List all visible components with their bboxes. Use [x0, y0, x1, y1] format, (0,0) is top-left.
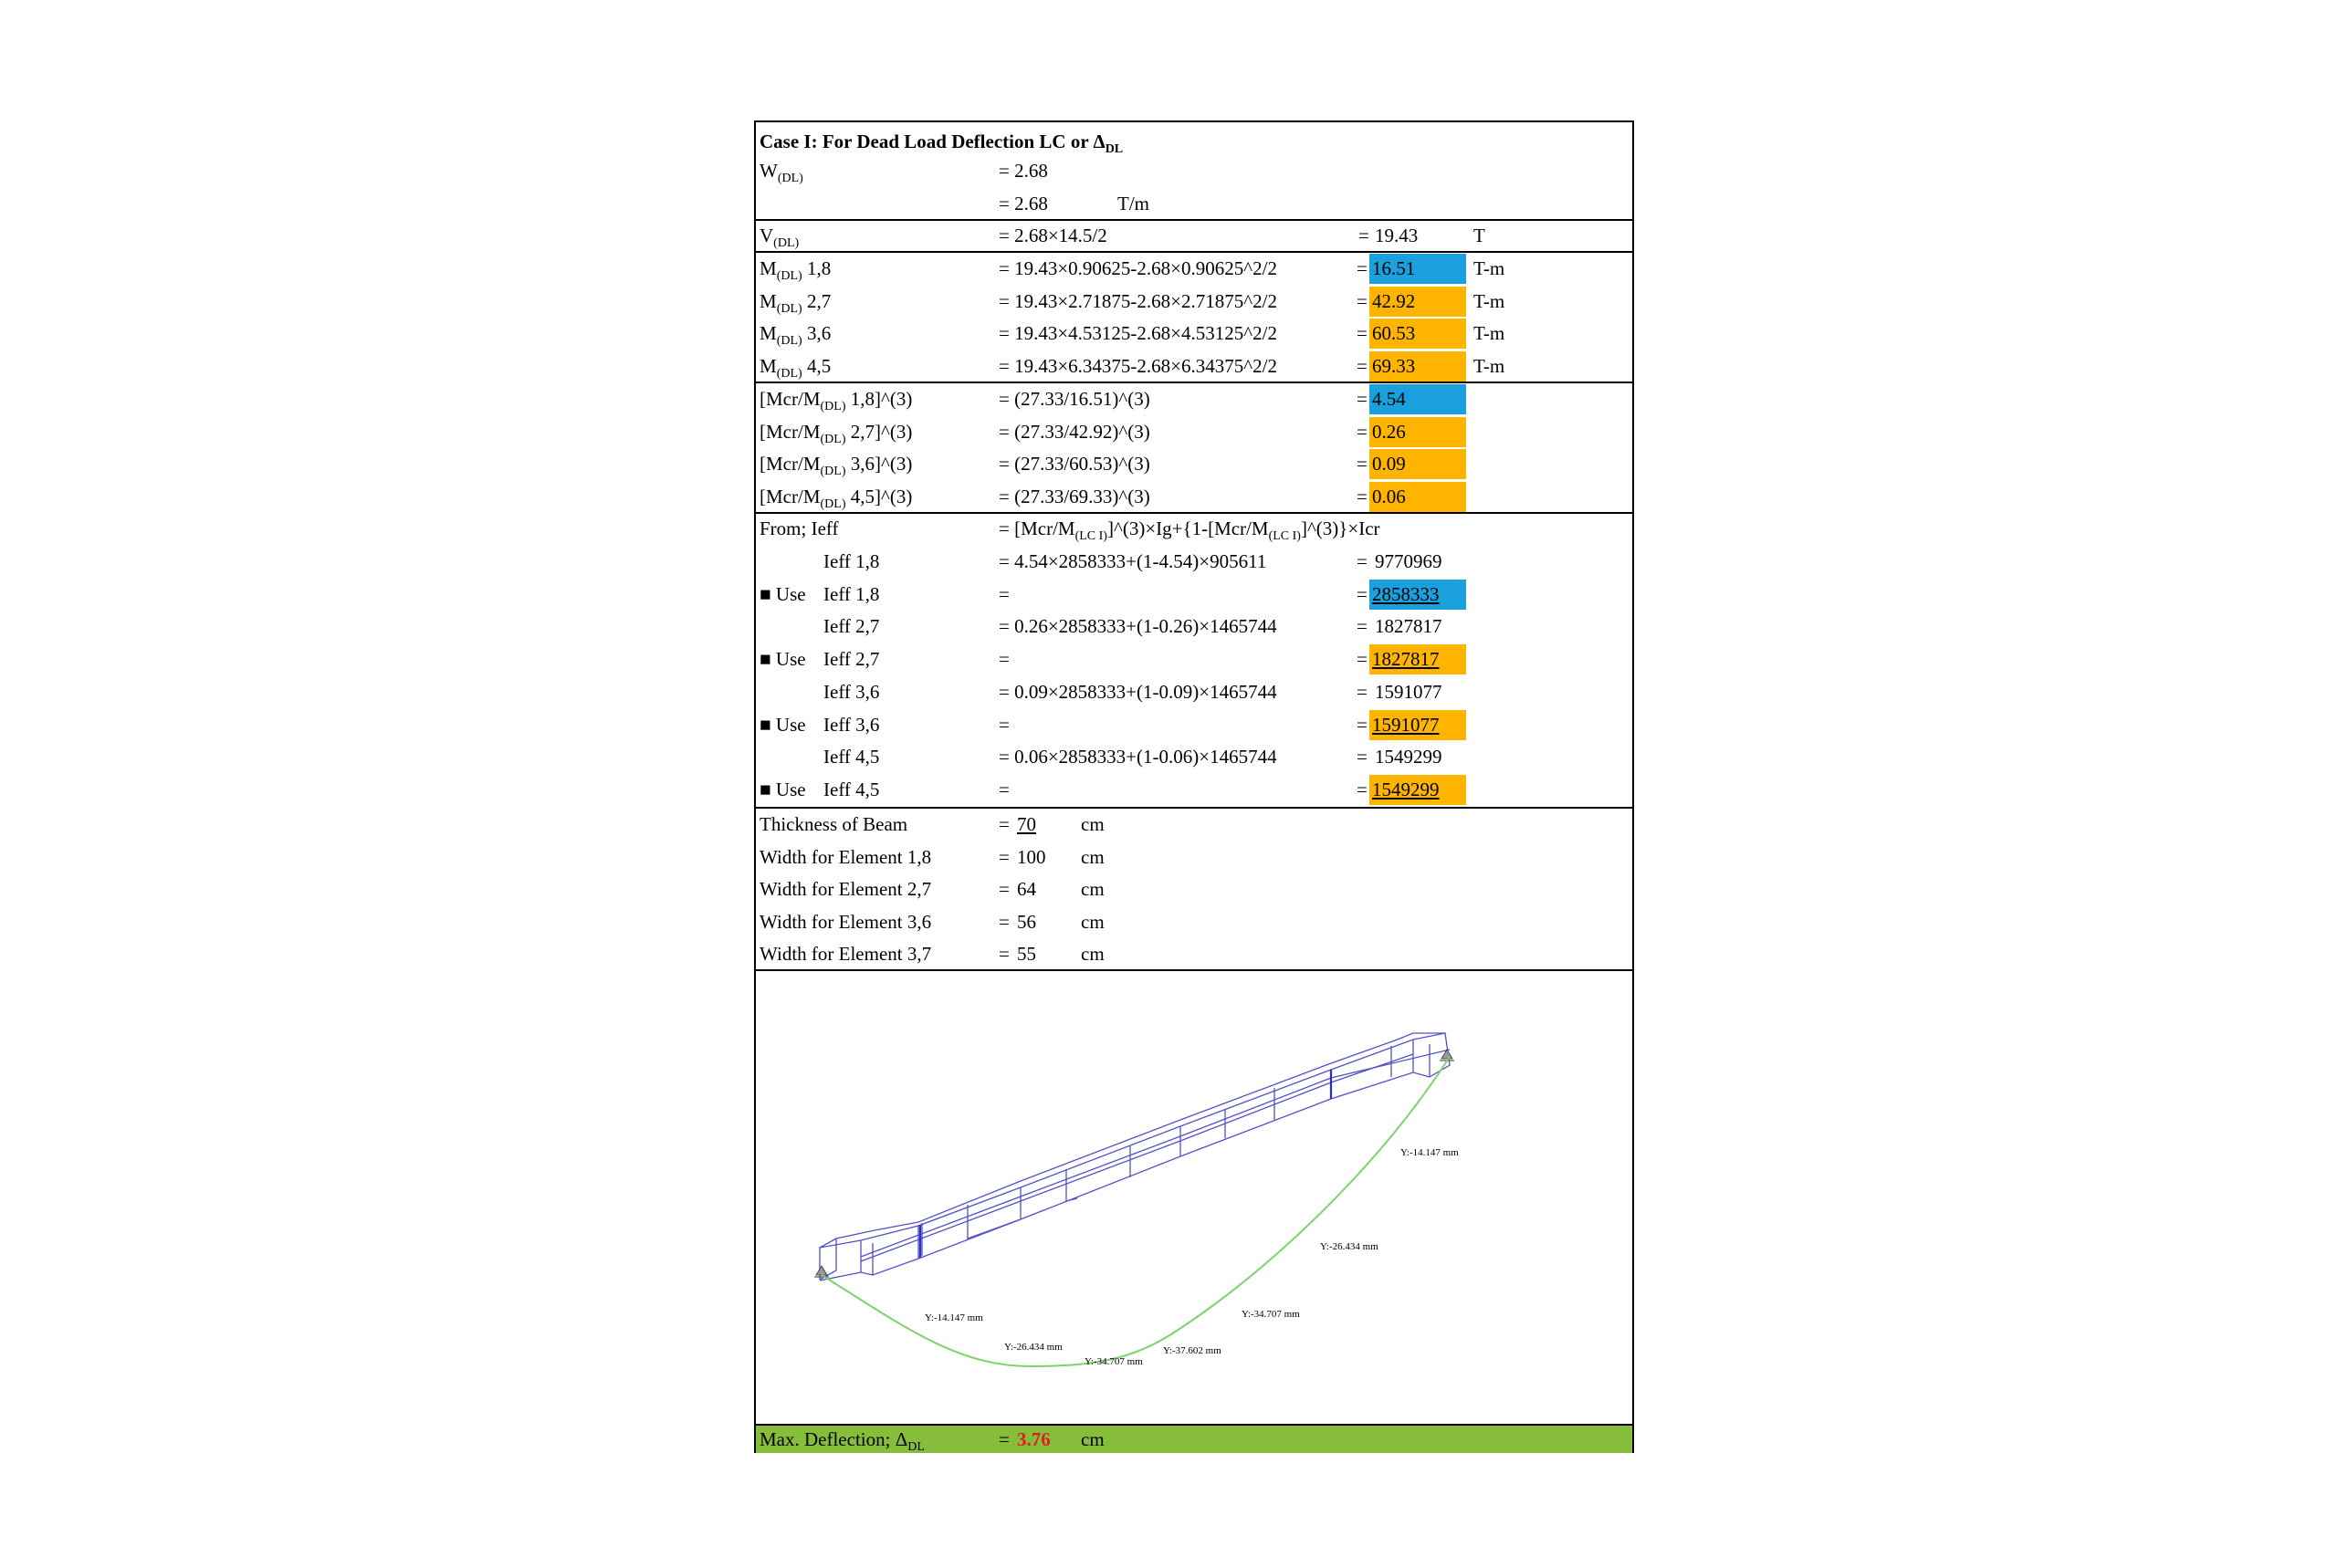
- ratio-label: [Mcr/M: [760, 388, 821, 410]
- section-line-5: [1066, 1169, 1077, 1201]
- ieff-expression: = 0.06×2858333+(1-0.06)×1465744: [999, 746, 1277, 768]
- deflection-label-7: Y:-14.147 mm: [1400, 1147, 1459, 1158]
- beam-deflection-render: [756, 969, 1632, 1424]
- moment-expression: = 19.43×4.53125-2.68×4.53125^2/2: [999, 322, 1277, 344]
- dimension-value: 55: [1017, 943, 1036, 965]
- ratio-label-wrap: [760, 481, 912, 520]
- dimension-unit: cm: [1081, 845, 1105, 868]
- moment-label-sub: (DL): [776, 301, 802, 316]
- ieff-use-result-eq: =: [1357, 713, 1368, 736]
- max-deflection-row: [756, 1424, 1632, 1453]
- dimension-row: [756, 809, 1632, 841]
- ieff-row: [756, 611, 1632, 643]
- footer-eq: =: [999, 1428, 1010, 1450]
- dimension-row: [756, 906, 1632, 938]
- moment-index: 3,6: [802, 322, 832, 344]
- w-label-sub: (DL): [777, 172, 803, 186]
- ieff-label: Ieff 2,7: [823, 615, 880, 638]
- w-dl-row-2: [756, 188, 1632, 220]
- ieff-result: 1591077: [1375, 680, 1442, 703]
- moment-index: 2,7: [802, 289, 832, 312]
- ieff-formula-label: From; Ieff: [760, 517, 839, 539]
- ieff-expr-a: = [Mcr/M: [999, 517, 1075, 539]
- calculation-sheet: [754, 120, 1634, 1453]
- ieff-use-result: 2858333: [1369, 580, 1466, 610]
- dimension-eq: =: [999, 813, 1010, 835]
- footer-label: Max. Deflection; Δ: [760, 1428, 908, 1450]
- ieff-expression: =: [999, 713, 1010, 736]
- ieff-use-row: [756, 579, 1632, 611]
- ieff-result: 9770969: [1375, 550, 1442, 572]
- ieff-row: [756, 741, 1632, 773]
- ratio-result-eq: =: [1357, 420, 1368, 443]
- case-title-sub: DL: [1105, 142, 1124, 157]
- ratio-expression: = (27.33/42.92)^(3): [999, 420, 1150, 443]
- dimension-label: Width for Element 3,7: [760, 943, 932, 965]
- ieff-use-result: 1591077: [1369, 710, 1466, 740]
- v-label-sub: (DL): [773, 236, 800, 251]
- ieff-label: Ieff 1,8: [823, 550, 880, 572]
- ieff-label: Ieff 2,7: [823, 648, 880, 671]
- ieff-use-row: [756, 774, 1632, 806]
- dimension-label: Width for Element 2,7: [760, 878, 932, 900]
- dimension-row: [756, 841, 1632, 873]
- dimension-label: Width for Element 1,8: [760, 845, 932, 868]
- ratio-label-post: 4,5]^(3): [845, 485, 913, 507]
- ratio-result-eq: =: [1357, 485, 1368, 507]
- moment-result-eq: =: [1357, 257, 1368, 279]
- moment-result-eq: =: [1357, 322, 1368, 344]
- moment-unit: T-m: [1473, 322, 1505, 344]
- ieff-expression: = 4.54×2858333+(1-4.54)×905611: [999, 550, 1267, 572]
- moment-row: [756, 318, 1632, 350]
- moment-label-sub: (DL): [776, 366, 802, 381]
- moment-unit: T-m: [1473, 257, 1505, 279]
- moment-row: [756, 253, 1632, 285]
- ieff-use-result-eq: =: [1357, 648, 1368, 671]
- dimension-value: 56: [1017, 910, 1036, 933]
- ratio-result-eq: =: [1357, 453, 1368, 475]
- ieff-expr-c: ]^(3)}×Icr: [1300, 517, 1380, 539]
- moment-unit: T-m: [1473, 354, 1505, 377]
- dimension-eq: =: [999, 910, 1010, 933]
- dimension-eq: =: [999, 943, 1010, 965]
- moment-expression: = 19.43×6.34375-2.68×6.34375^2/2: [999, 354, 1277, 377]
- v-expr: = 2.68×14.5/2: [999, 225, 1107, 246]
- moment-label-sub: (DL): [776, 334, 802, 349]
- v-label: V: [760, 225, 774, 246]
- ieff-eq: =: [1357, 680, 1368, 703]
- moment-result: 60.53: [1369, 319, 1466, 349]
- ieff-expression: =: [999, 778, 1010, 800]
- moment-result-eq: =: [1357, 289, 1368, 312]
- v-eq: =: [1358, 225, 1369, 246]
- inner-line-2: [861, 1050, 1450, 1257]
- moment-label: M: [760, 354, 777, 377]
- ieff-expression: = 0.26×2858333+(1-0.26)×1465744: [999, 615, 1277, 638]
- moment-result: 16.51: [1369, 254, 1466, 284]
- moment-index: 1,8: [802, 257, 832, 279]
- section-line-3: [968, 1205, 1021, 1239]
- ratio-expression: = (27.33/69.33)^(3): [999, 485, 1150, 507]
- ieff-label: Ieff 4,5: [823, 778, 880, 800]
- w-label: W: [760, 160, 778, 182]
- ratio-expression: = (27.33/16.51)^(3): [999, 388, 1150, 410]
- ieff-eq: =: [1357, 615, 1368, 638]
- dimension-unit: cm: [1081, 813, 1105, 835]
- ieff-sub-b: (LC I): [1268, 529, 1301, 544]
- moment-row: [756, 286, 1632, 318]
- ieff-label: Ieff 3,6: [823, 680, 880, 703]
- ratio-row: [756, 383, 1632, 415]
- deflected-shape: [822, 1057, 1450, 1366]
- moment-result-eq: =: [1357, 354, 1368, 377]
- ratio-result: 4.54: [1369, 384, 1466, 414]
- ieff-use-result-eq: =: [1357, 582, 1368, 605]
- deflection-label-2: Y:-26.434 mm: [1004, 1342, 1063, 1353]
- ratio-result: 0.06: [1369, 482, 1466, 512]
- dimension-unit: cm: [1081, 943, 1105, 965]
- moment-result: 42.92: [1369, 287, 1466, 317]
- w-dl-row: [756, 155, 1632, 187]
- moment-label: M: [760, 289, 777, 312]
- moment-unit: T-m: [1473, 289, 1505, 312]
- case-title-text: Case I: For Dead Load Deflection LC or Δ: [760, 131, 1106, 152]
- dimension-row: [756, 938, 1632, 970]
- ratio-row: [756, 448, 1632, 480]
- use-marker: ■ Use: [760, 582, 806, 605]
- ieff-expr-b: ]^(3)×Ig+{1-[Mcr/M: [1106, 517, 1269, 539]
- dimension-unit: cm: [1081, 878, 1105, 900]
- ieff-sub-a: (LC I): [1074, 529, 1107, 544]
- ratio-label-post: 2,7]^(3): [845, 420, 913, 443]
- deflection-label-3: Y:-34.707 mm: [1085, 1356, 1143, 1367]
- ieff-use-result-eq: =: [1357, 778, 1368, 800]
- footer-unit: cm: [1081, 1428, 1105, 1450]
- dimension-eq: =: [999, 878, 1010, 900]
- moment-label: M: [760, 257, 777, 279]
- use-marker: ■ Use: [760, 713, 806, 736]
- w-line1: = 2.68: [999, 160, 1048, 182]
- deflection-label-1: Y:-14.147 mm: [925, 1312, 983, 1323]
- case-title: [756, 126, 1632, 158]
- dimension-label: Thickness of Beam: [760, 813, 908, 835]
- v-result: 19.43: [1375, 225, 1419, 246]
- ratio-label-sub: (DL): [820, 400, 846, 414]
- ratio-label: [Mcr/M: [760, 485, 821, 507]
- dimension-unit: cm: [1081, 910, 1105, 933]
- ieff-eq: =: [1357, 746, 1368, 768]
- ieff-expression: =: [999, 648, 1010, 671]
- moment-label: M: [760, 322, 777, 344]
- ratio-result-eq: =: [1357, 388, 1368, 410]
- w-line2: = 2.68: [999, 193, 1048, 214]
- ratio-label-sub: (DL): [820, 432, 846, 446]
- use-marker: ■ Use: [760, 648, 806, 671]
- v-dl-row: [756, 220, 1632, 252]
- beam-edge-top: [820, 1033, 1445, 1248]
- ieff-label: Ieff 4,5: [823, 746, 880, 768]
- moment-expression: = 19.43×2.71875-2.68×2.71875^2/2: [999, 289, 1277, 312]
- moment-label-sub: (DL): [776, 269, 802, 284]
- ratio-label-sub: (DL): [820, 497, 846, 511]
- ratio-row: [756, 481, 1632, 513]
- deflection-label-5: Y:-34.707 mm: [1242, 1309, 1300, 1320]
- ieff-result: 1827817: [1375, 615, 1442, 638]
- v-unit: T: [1473, 225, 1485, 246]
- ieff-label: Ieff 1,8: [823, 582, 880, 605]
- dimension-value: 70: [1017, 813, 1036, 835]
- ratio-result: 0.09: [1369, 449, 1466, 479]
- ieff-use-result: 1827817: [1369, 644, 1466, 674]
- deflection-label-6: Y:-26.434 mm: [1320, 1241, 1378, 1252]
- ratio-label: [Mcr/M: [760, 420, 821, 443]
- ieff-row: [756, 676, 1632, 708]
- ieff-use-row: [756, 709, 1632, 741]
- moment-row: [756, 350, 1632, 382]
- ratio-label-post: 1,8]^(3): [845, 388, 913, 410]
- ratio-label-sub: (DL): [820, 465, 846, 479]
- dimension-eq: =: [999, 845, 1010, 868]
- max-deflection-value: 3.76: [1017, 1428, 1051, 1450]
- footer-label-sub: DL: [907, 1440, 925, 1455]
- dimension-label: Width for Element 3,6: [760, 910, 932, 933]
- ratio-row: [756, 416, 1632, 448]
- moment-result: 69.33: [1369, 351, 1466, 382]
- ratio-result: 0.26: [1369, 417, 1466, 447]
- ieff-expression: =: [999, 582, 1010, 605]
- w-unit: T/m: [1117, 193, 1149, 214]
- deflection-label-4: Y:-37.602 mm: [1163, 1345, 1221, 1356]
- ieff-use-row: [756, 643, 1632, 675]
- ratio-expression: = (27.33/60.53)^(3): [999, 453, 1150, 475]
- moment-expression: = 19.43×0.90625-2.68×0.90625^2/2: [999, 257, 1277, 279]
- ieff-expression: = 0.09×2858333+(1-0.09)×1465744: [999, 680, 1277, 703]
- ieff-label: Ieff 3,6: [823, 713, 880, 736]
- thick-section-lines: [920, 1070, 1331, 1258]
- use-marker: ■ Use: [760, 778, 806, 800]
- ieff-use-result: 1549299: [1369, 775, 1466, 805]
- dimension-value: 64: [1017, 878, 1036, 900]
- ieff-row: [756, 546, 1632, 578]
- moment-index: 4,5: [802, 354, 832, 377]
- dimension-value: 100: [1017, 845, 1046, 868]
- ieff-eq: =: [1357, 550, 1368, 572]
- ratio-label: [Mcr/M: [760, 453, 821, 475]
- dimension-row: [756, 873, 1632, 905]
- ieff-result: 1549299: [1375, 746, 1442, 768]
- ratio-label-post: 3,6]^(3): [845, 453, 913, 475]
